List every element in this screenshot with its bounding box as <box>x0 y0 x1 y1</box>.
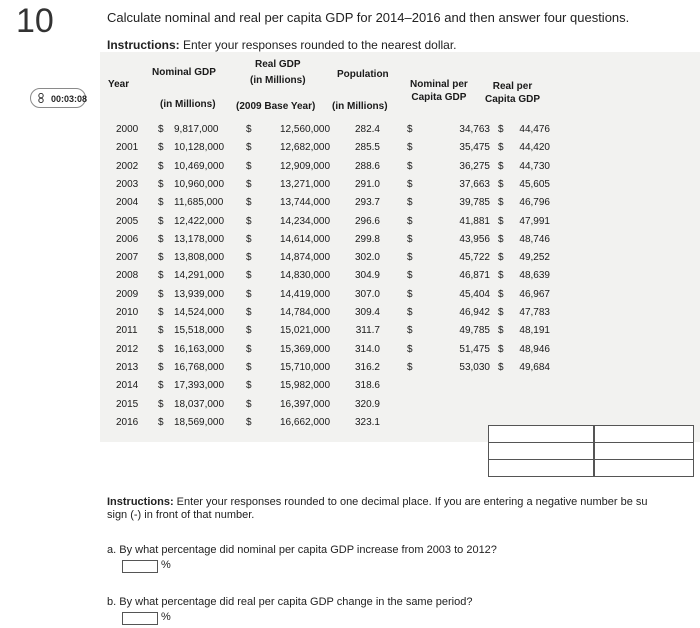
dollar-sign: $ <box>498 343 504 355</box>
instructions-bottom-text2: sign (-) in front of that number. <box>107 509 255 521</box>
table-row <box>100 344 700 363</box>
nominal-gdp-cell: 15,518,000 <box>174 325 225 337</box>
real-gdp-cell: 16,662,000 <box>280 416 331 428</box>
dollar-sign: $ <box>158 398 164 410</box>
nominal-pc-cell: 51,475 <box>459 343 490 355</box>
dollar-sign: $ <box>407 343 413 355</box>
year-cell: 2001 <box>116 142 139 154</box>
timer[interactable] <box>30 88 86 108</box>
nominal-gdp-cell: 10,469,000 <box>174 160 225 172</box>
table-row <box>100 197 700 216</box>
real-pc-cell: 47,783 <box>519 307 550 318</box>
table-row <box>100 270 700 289</box>
dollar-sign: $ <box>498 124 504 135</box>
table-row <box>100 234 700 253</box>
population-cell: 314.0 <box>354 343 380 355</box>
dollar-sign: $ <box>246 252 252 264</box>
nominal-pc-cell: 41,881 <box>459 215 490 227</box>
dollar-sign: $ <box>498 233 504 245</box>
dollar-sign: $ <box>407 124 413 135</box>
header-population-unit: (in Millions) <box>332 101 388 112</box>
dollar-sign: $ <box>407 361 413 373</box>
year-cell: 2015 <box>116 398 139 410</box>
nominal-pc-cell: 45,404 <box>459 288 490 300</box>
real-gdp-cell: 16,397,000 <box>280 398 331 410</box>
dollar-sign: $ <box>246 325 252 337</box>
table-row <box>100 252 700 271</box>
dollar-sign: $ <box>158 343 164 355</box>
real-gdp-cell: 12,682,000 <box>280 142 331 154</box>
nominal-gdp-cell: 14,291,000 <box>174 270 225 282</box>
instructions-top <box>107 38 457 52</box>
dollar-sign: $ <box>246 380 252 392</box>
dollar-sign: $ <box>407 142 413 154</box>
dollar-sign: $ <box>158 142 164 154</box>
dollar-sign: $ <box>158 380 164 392</box>
real-pc-cell: 48,191 <box>519 325 550 337</box>
dollar-sign: $ <box>158 178 164 190</box>
table-row <box>100 380 700 399</box>
real-gdp-cell: 14,784,000 <box>280 307 331 318</box>
nominal-gdp-cell: 11,685,000 <box>174 197 224 209</box>
question-a-unit: % <box>161 559 171 571</box>
dollar-sign: $ <box>158 325 164 337</box>
real-pc-cell: 48,746 <box>519 233 550 245</box>
nominal-pc-cell: 37,663 <box>459 178 490 190</box>
dollar-sign: $ <box>246 307 252 318</box>
dollar-sign: $ <box>246 343 252 355</box>
population-cell: 309.4 <box>354 307 380 318</box>
nominal-pc-cell: 34,763 <box>459 124 490 135</box>
population-cell: 304.9 <box>354 270 380 282</box>
dollar-sign: $ <box>158 215 164 227</box>
instructions-label: Instructions: <box>107 38 180 52</box>
table-row <box>100 289 700 308</box>
header-nominal-gdp: Nominal GDP <box>152 67 216 78</box>
nominal-pc-2014-input[interactable] <box>488 425 594 443</box>
nominal-gdp-cell: 9,817,000 <box>174 124 219 135</box>
dollar-sign: $ <box>158 124 164 135</box>
table-row <box>100 179 700 198</box>
question-b-unit: % <box>161 611 171 623</box>
nominal-gdp-cell: 13,808,000 <box>174 252 225 264</box>
real-pc-cell: 45,605 <box>519 178 550 190</box>
header-real-gdp-unit1: (in Millions) <box>250 75 306 86</box>
dollar-sign: $ <box>158 416 164 428</box>
population-cell: 291.0 <box>354 178 380 190</box>
nominal-pc-cell: 46,871 <box>459 270 490 282</box>
table-row <box>100 142 700 161</box>
dollar-sign: $ <box>158 307 164 318</box>
instructions-bottom <box>107 496 700 522</box>
question-a-input[interactable] <box>122 560 158 573</box>
real-pc-cell: 47,991 <box>519 215 550 227</box>
header-nominal-gdp-unit: (in Millions) <box>160 99 216 110</box>
real-gdp-cell: 13,271,000 <box>280 178 331 190</box>
real-pc-cell: 49,252 <box>519 252 550 264</box>
dollar-sign: $ <box>246 124 252 135</box>
dollar-sign: $ <box>246 416 252 428</box>
header-real-pc <box>485 80 540 106</box>
dollar-sign: $ <box>498 215 504 227</box>
population-cell: 323.1 <box>354 416 380 428</box>
real-gdp-cell: 14,419,000 <box>280 288 331 300</box>
nominal-gdp-cell: 12,422,000 <box>174 215 225 227</box>
real-pc-cell: 48,946 <box>519 343 550 355</box>
year-cell: 2014 <box>116 380 139 392</box>
nominal-gdp-cell: 14,524,000 <box>174 307 225 318</box>
year-cell: 2007 <box>116 252 139 264</box>
real-pc-2016-input[interactable] <box>594 459 694 477</box>
table-row <box>100 216 700 235</box>
population-cell: 311.7 <box>355 325 380 337</box>
year-cell: 2002 <box>116 160 139 172</box>
table-row <box>100 307 700 326</box>
hourglass-icon <box>36 93 46 103</box>
real-gdp-cell: 14,614,000 <box>280 233 331 245</box>
nominal-gdp-cell: 18,037,000 <box>174 398 225 410</box>
nominal-pc-cell: 53,030 <box>459 361 490 373</box>
header-nominal-pc-line1: Nominal per <box>410 79 468 90</box>
header-year: Year <box>108 79 130 90</box>
nominal-pc-cell: 49,785 <box>459 325 490 337</box>
nominal-gdp-cell: 17,393,000 <box>174 380 225 392</box>
dollar-sign: $ <box>246 288 252 300</box>
dollar-sign: $ <box>158 288 164 300</box>
dollar-sign: $ <box>246 398 252 410</box>
nominal-pc-2016-input[interactable] <box>488 459 594 477</box>
dollar-sign: $ <box>158 160 164 172</box>
population-cell: 299.8 <box>354 233 380 245</box>
dollar-sign: $ <box>498 160 504 172</box>
dollar-sign: $ <box>246 197 252 209</box>
nominal-pc-cell: 46,942 <box>459 307 490 318</box>
table-row <box>100 399 700 418</box>
year-cell: 2008 <box>116 270 139 282</box>
year-cell: 2004 <box>116 197 139 209</box>
population-cell: 316.2 <box>354 361 380 373</box>
header-real-gdp: Real GDP <box>255 59 301 70</box>
population-cell: 302.0 <box>354 252 380 264</box>
real-gdp-cell: 15,369,000 <box>280 343 331 355</box>
year-cell: 2005 <box>116 215 139 227</box>
dollar-sign: $ <box>407 233 413 245</box>
dollar-sign: $ <box>158 361 164 373</box>
real-pc-cell: 46,796 <box>519 197 550 209</box>
header-real-pc-line1: Real per <box>492 81 533 92</box>
dollar-sign: $ <box>407 270 413 282</box>
year-cell: 2012 <box>116 343 139 355</box>
nominal-pc-cell: 36,275 <box>459 160 490 172</box>
dollar-sign: $ <box>158 252 164 264</box>
dollar-sign: $ <box>407 178 413 190</box>
nominal-gdp-cell: 10,960,000 <box>174 178 225 190</box>
nominal-pc-cell: 35,475 <box>459 142 490 154</box>
dollar-sign: $ <box>498 288 504 300</box>
instructions-bottom-text: Enter your responses rounded to one decimal place. If you are entering a negative number be su <box>173 496 648 508</box>
year-cell: 2010 <box>116 307 139 318</box>
dollar-sign: $ <box>407 160 413 172</box>
instructions-text: Enter your responses rounded to the nearest dollar. <box>179 38 457 52</box>
question-b: b. By what percentage did real per capita GDP change in the same period? <box>107 596 473 608</box>
real-pc-cell: 49,684 <box>519 361 550 373</box>
nominal-pc-cell: 39,785 <box>459 197 490 209</box>
nominal-gdp-cell: 13,178,000 <box>174 233 225 245</box>
year-cell: 2003 <box>116 178 139 190</box>
real-gdp-cell: 15,982,000 <box>280 380 331 392</box>
table-row <box>100 325 700 344</box>
population-cell: 296.6 <box>354 215 380 227</box>
year-cell: 2000 <box>116 124 139 135</box>
timer-value: 00:03:08 <box>51 94 88 104</box>
dollar-sign: $ <box>246 361 252 373</box>
population-cell: 318.6 <box>354 380 380 392</box>
dollar-sign: $ <box>407 288 413 300</box>
question-a: a. By what percentage did nominal per capita GDP increase from 2003 to 2012? <box>107 544 497 556</box>
dollar-sign: $ <box>246 270 252 282</box>
nominal-gdp-cell: 10,128,000 <box>174 142 225 154</box>
year-cell: 2011 <box>116 325 138 337</box>
dollar-sign: $ <box>498 142 504 154</box>
instructions-bottom-label: Instructions: <box>107 496 174 508</box>
year-cell: 2016 <box>116 416 139 428</box>
dollar-sign: $ <box>498 178 504 190</box>
nominal-pc-cell: 43,956 <box>459 233 490 245</box>
nominal-pc-cell: 45,722 <box>459 252 490 264</box>
dollar-sign: $ <box>407 325 413 337</box>
dollar-sign: $ <box>407 215 413 227</box>
population-cell: 285.5 <box>354 142 380 154</box>
year-cell: 2009 <box>116 288 139 300</box>
header-real-pc-line2: Capita GDP <box>485 94 541 105</box>
real-gdp-cell: 12,560,000 <box>280 124 331 135</box>
dollar-sign: $ <box>246 233 252 245</box>
population-cell: 288.6 <box>354 160 380 172</box>
real-pc-cell: 46,967 <box>519 288 550 300</box>
population-cell: 293.7 <box>354 197 380 209</box>
dollar-sign: $ <box>246 142 252 154</box>
real-gdp-cell: 13,744,000 <box>280 197 331 209</box>
dollar-sign: $ <box>498 307 504 318</box>
real-gdp-cell: 12,909,000 <box>280 160 331 172</box>
dollar-sign: $ <box>407 197 413 209</box>
real-pc-cell: 44,420 <box>519 142 550 154</box>
dollar-sign: $ <box>246 160 252 172</box>
real-pc-cell: 48,639 <box>519 270 550 282</box>
real-pc-2014-input[interactable] <box>594 425 694 443</box>
table-row <box>100 362 700 381</box>
table-row <box>100 161 700 180</box>
dollar-sign: $ <box>246 215 252 227</box>
dollar-sign: $ <box>158 197 164 209</box>
real-pc-2015-input[interactable] <box>594 442 694 460</box>
nominal-gdp-cell: 16,768,000 <box>174 361 225 373</box>
dollar-sign: $ <box>407 252 413 264</box>
dollar-sign: $ <box>407 307 413 318</box>
question-number: 10 <box>16 2 54 40</box>
real-pc-cell: 44,476 <box>519 124 550 135</box>
dollar-sign: $ <box>498 361 504 373</box>
header-nominal-pc <box>410 78 468 104</box>
real-gdp-cell: 15,710,000 <box>280 361 331 373</box>
nominal-gdp-cell: 18,569,000 <box>174 416 225 428</box>
dollar-sign: $ <box>498 252 504 264</box>
population-cell: 320.9 <box>354 398 380 410</box>
table-row <box>100 124 700 143</box>
population-cell: 282.4 <box>354 124 380 135</box>
header-population: Population <box>337 69 389 80</box>
real-gdp-cell: 14,874,000 <box>280 252 331 264</box>
question-b-input[interactable] <box>122 612 158 625</box>
dollar-sign: $ <box>498 270 504 282</box>
year-cell: 2006 <box>116 233 139 245</box>
population-cell: 307.0 <box>354 288 380 300</box>
dollar-sign: $ <box>246 178 252 190</box>
real-pc-cell: 44,730 <box>519 160 550 172</box>
year-cell: 2013 <box>116 361 139 373</box>
header-nominal-pc-line2: Capita GDP <box>411 92 467 103</box>
nominal-gdp-cell: 16,163,000 <box>174 343 225 355</box>
real-gdp-cell: 14,234,000 <box>280 215 331 227</box>
dollar-sign: $ <box>158 233 164 245</box>
dollar-sign: $ <box>498 325 504 337</box>
real-gdp-cell: 15,021,000 <box>280 325 331 337</box>
question-title: Calculate nominal and real per capita GDP for 2014–2016 and then answer four questions. <box>107 10 630 25</box>
nominal-gdp-cell: 13,939,000 <box>174 288 225 300</box>
dollar-sign: $ <box>158 270 164 282</box>
gdp-table-image <box>100 52 700 442</box>
header-real-gdp-unit2: (2009 Base Year) <box>236 101 316 112</box>
real-gdp-cell: 14,830,000 <box>280 270 331 282</box>
dollar-sign: $ <box>498 197 504 209</box>
nominal-pc-2015-input[interactable] <box>488 442 594 460</box>
